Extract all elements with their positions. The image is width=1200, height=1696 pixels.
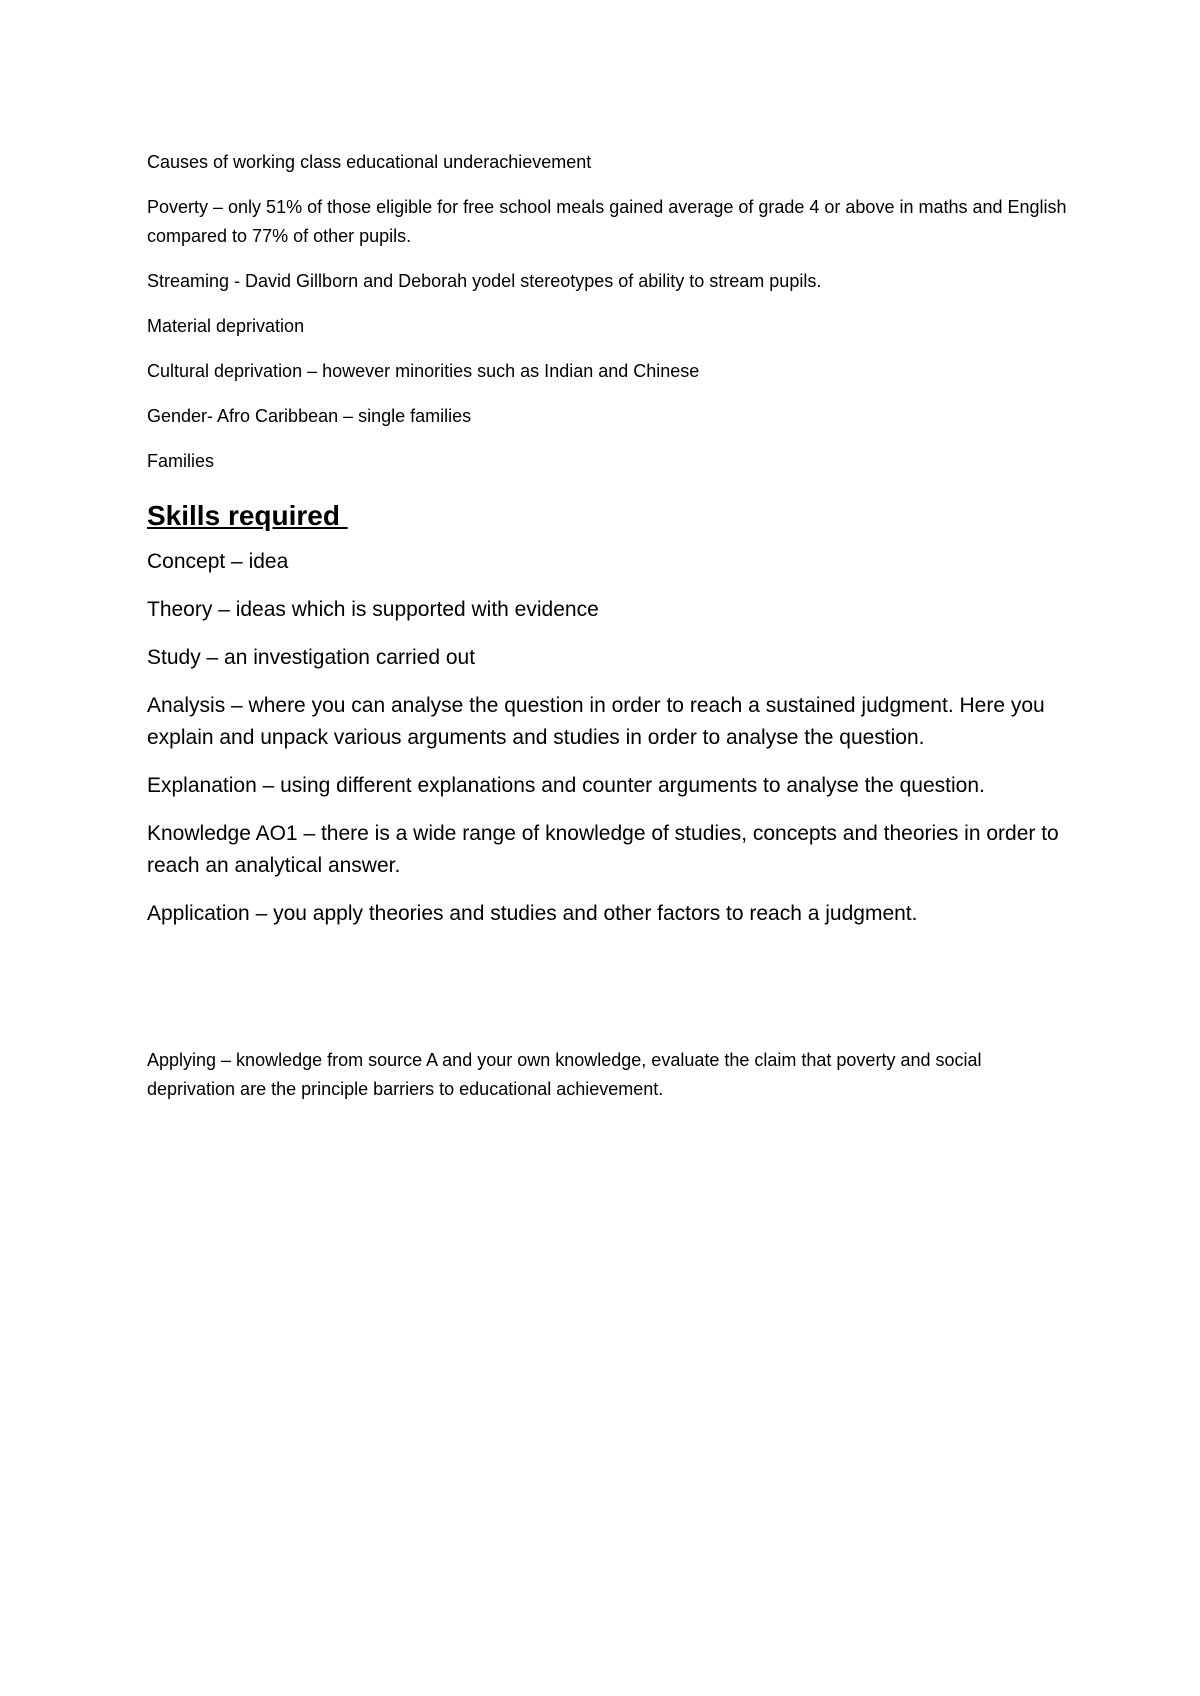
skill-theory: Theory – ideas which is supported with evidence [147,598,599,621]
document-body [147,148,1067,1120]
applying-paragraph: Applying – knowledge from source A and your own knowledge, evaluate the claim that poverty and social deprivation are the principle barriers to educational achievement. [147,1050,982,1099]
cause-streaming: Streaming - David Gillborn and Deborah yodel stereotypes of ability to stream pupils. [147,271,822,291]
causes-title: Causes of working class educational underachievement [147,152,592,172]
skill-explanation: Explanation – using different explanations and counter arguments to analyse the question. [147,774,985,797]
cause-poverty: Poverty – only 51% of those eligible for free school meals gained average of grade 4 or above in maths and English compared to 77% of other pupils. [147,197,1067,246]
skill-knowledge: Knowledge AO1 – there is a wide range of knowledge of studies, concepts and theories in order to reach an analytical answer. [147,822,1059,877]
cause-gender: Gender- Afro Caribbean – single families [147,406,472,426]
blank-space [147,946,1067,1046]
skill-study: Study – an investigation carried out [147,646,476,669]
skill-analysis: Analysis – where you can analyse the question in order to reach a sustained judgment. Here you explain and unpack various arguments and studies in order to analyse the question. [147,694,1045,749]
cause-material-deprivation: Material deprivation [147,316,305,336]
skill-concept: Concept – idea [147,550,289,573]
cause-cultural-deprivation: Cultural deprivation – however minorities such as Indian and Chinese [147,361,700,381]
skills-heading: Skills required [147,500,348,531]
cause-families: Families [147,451,215,471]
skill-application: Application – you apply theories and studies and other factors to reach a judgment. [147,902,918,925]
